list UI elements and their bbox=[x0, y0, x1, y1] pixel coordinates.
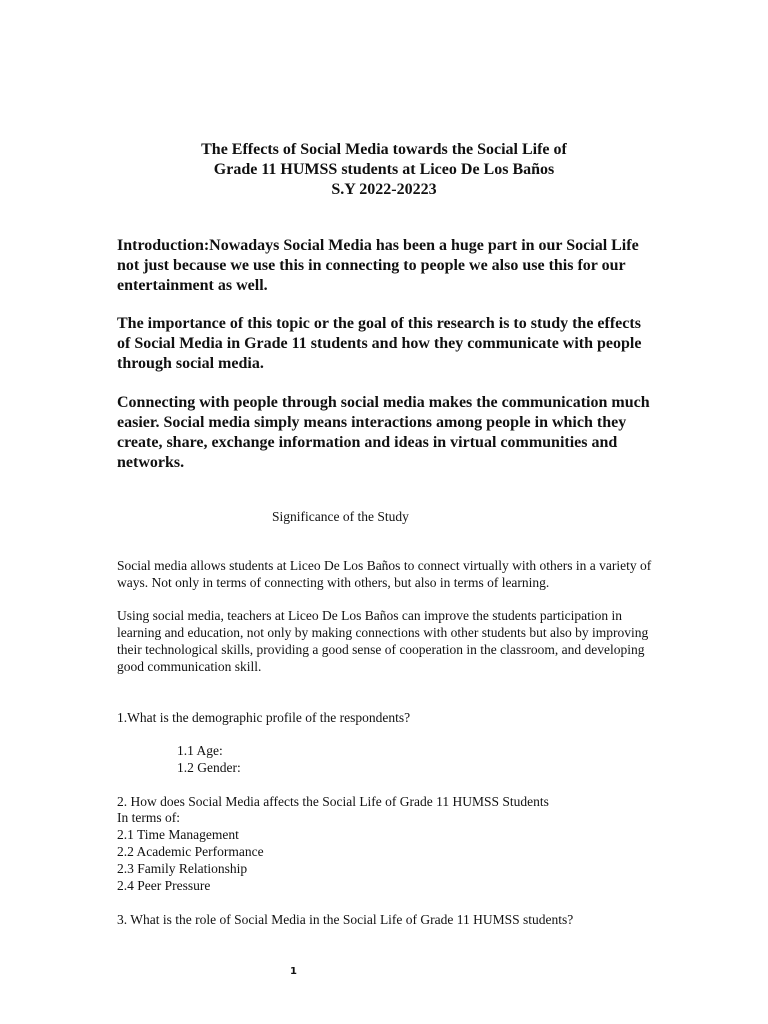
significance-heading: Significance of the Study bbox=[272, 509, 409, 524]
question-1: 1.What is the demographic profile of the respondents? bbox=[117, 710, 411, 725]
page-number: 1 bbox=[290, 966, 297, 977]
question-2-item-time-management: 2.1 Time Management bbox=[117, 827, 239, 842]
significance-paragraph-2: Using social media, teachers at Liceo De Los Baños can improve the students participation in learning and education, not only by making connections with other students but also by improving their technological skills, providing a good sense of cooperation in the classroom, and developing good communication skill. bbox=[117, 608, 649, 674]
question-2-item-family-relationship: 2.3 Family Relationship bbox=[117, 861, 248, 876]
title-line-1: The Effects of Social Media towards the Social Life of bbox=[201, 141, 567, 158]
document-title bbox=[0, 140, 768, 200]
introduction-paragraph: Introduction:Nowadays Social Media has been a huge part in our Social Life not just because we use this in connecting to people we also use this for our entertainment as well. bbox=[117, 237, 639, 294]
question-2-terms: In terms of: bbox=[117, 810, 180, 825]
question-2-item-peer-pressure: 2.4 Peer Pressure bbox=[117, 878, 211, 893]
question-1-item-gender: 1.2 Gender: bbox=[177, 760, 241, 775]
question-3: 3. What is the role of Social Media in the Social Life of Grade 11 HUMSS students? bbox=[117, 912, 574, 927]
question-2: 2. How does Social Media affects the Social Life of Grade 11 HUMSS Students bbox=[117, 794, 549, 809]
connecting-paragraph: Connecting with people through social media makes the communication much easier. Social media simply means interactions among people in which they create, share, exchange information and ideas in virtual communities and networks. bbox=[117, 394, 650, 471]
importance-paragraph: The importance of this topic or the goal of this research is to study the effects of Social Media in Grade 11 students and how they communicate with people through social media. bbox=[117, 315, 642, 372]
question-2-item-academic-performance: 2.2 Academic Performance bbox=[117, 844, 264, 859]
title-line-3: S.Y 2022-20223 bbox=[331, 181, 437, 198]
significance-paragraph-1: Social media allows students at Liceo De Los Baños to connect virtually with others in a variety of ways. Not only in terms of connecting with others, but also in terms of learning. bbox=[117, 558, 652, 590]
title-line-2: Grade 11 HUMSS students at Liceo De Los Baños bbox=[213, 161, 555, 178]
question-1-item-age: 1.1 Age: bbox=[177, 743, 223, 758]
